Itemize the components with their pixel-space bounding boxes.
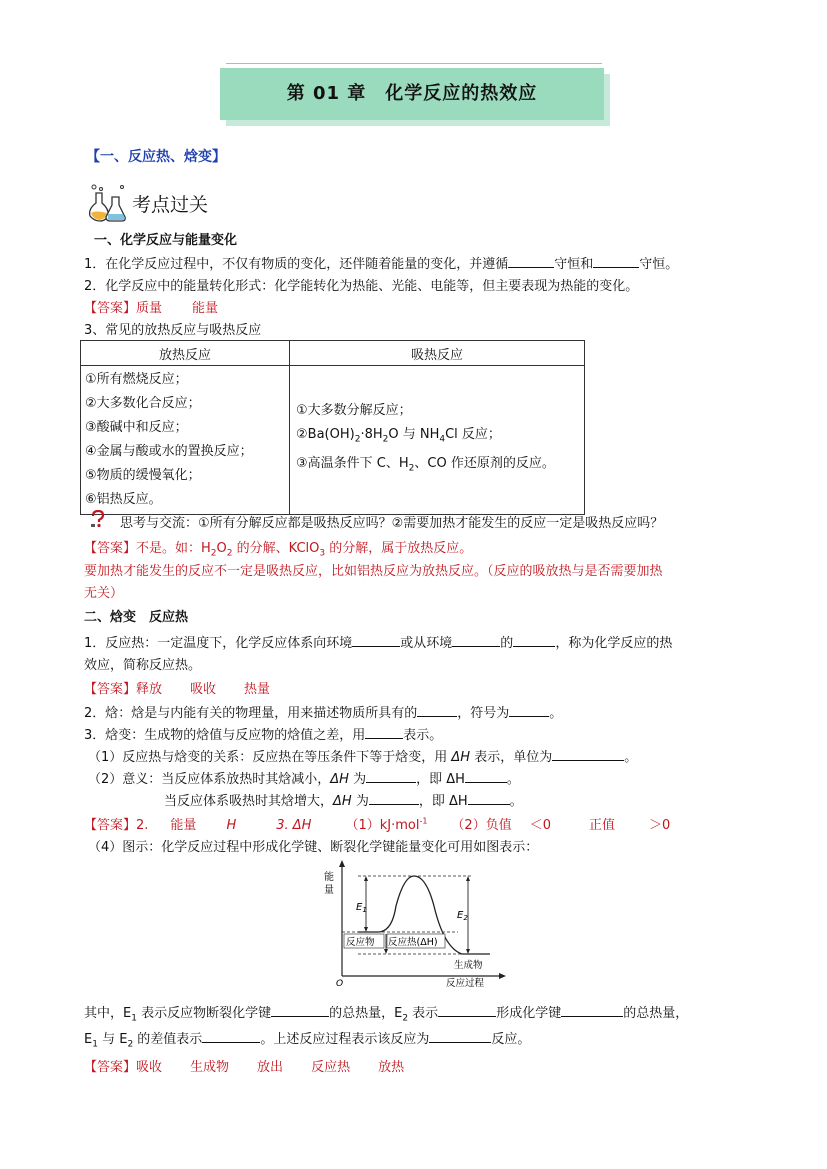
answer-4: 【答案】2. 能量 H 3. ΔH （1）kJ·mol$^{-1}$ （2）负值 ＜0 正值 ＞0 bbox=[84, 816, 671, 833]
think-question: 思考与交流：①所有分解反应都是吸热反应吗？②需要加热才能发生的反应一定是吸热反应吗？ bbox=[120, 516, 664, 531]
s2-q3-2a: （2）意义：当反应体系放热时其焓减小，ΔH 为 ，即 ΔH 。 bbox=[88, 772, 520, 787]
s2-q3: 3．焓变：生成物的焓值与反应物的焓值之差，用 表示。 bbox=[84, 728, 443, 743]
s2-q1-cont: 效应，简称反应热。 bbox=[84, 658, 202, 673]
svg-text:E1: $E_1$ bbox=[356, 902, 367, 914]
endo-list: ①大多数分解反应； $②Ba(OH)_2\cdot 8H_2O$ 与 $NH_4Cl$ 反应； ③高温条件下 C、$H_2$、CO 作还原剂的反应。 bbox=[290, 366, 585, 515]
product-label: 生成物 bbox=[454, 960, 483, 971]
svg-text:E2: $E_2$ bbox=[457, 910, 468, 922]
answer-2: 【答案】不是。如：$H_2O_2$ 的分解、KClO$_3$ 的分解，属于放热反应。 bbox=[84, 541, 473, 559]
answer-3: 【答案】释放 吸收 热量 bbox=[84, 682, 271, 697]
s2-q3-2b: 当反应体系吸热时其焓增大，ΔH 为 ，即 ΔH 。 bbox=[164, 794, 523, 809]
s2-q2: 2．焓：焓是与内能有关的物理量，用来描述物质所具有的 ，符号为 。 bbox=[84, 706, 563, 721]
answer-2-line3: 无关） bbox=[84, 586, 124, 601]
exo-list: ①所有燃烧反应； ②大多数化合反应； ③酸碱中和反应； ④金属与酸或水的置换反应； ⑤物质的缓慢氧化； ⑥铝热反应。 bbox=[81, 366, 290, 515]
answer-5: 【答案】吸收 生成物 放出 反应热 放热 bbox=[84, 1060, 405, 1075]
reactant-label: 反应物 bbox=[346, 937, 375, 948]
s2-q4: （4）图示：化学反应过程中形成化学键、断裂化学键能量变化可用如图表示： bbox=[88, 840, 539, 855]
e2-label: E bbox=[457, 910, 464, 921]
section-heading: 【一、反应热、焓变】 bbox=[86, 149, 226, 165]
answer-2-line2: 要加热才能发生的反应不一定是吸热反应，比如铝热反应为放热反应。（反应的吸放热与是否需要加热 bbox=[84, 564, 663, 579]
origin-label: O bbox=[336, 979, 344, 989]
answer-1: 【答案】质量 能量 bbox=[84, 301, 219, 316]
x-label: 反应过程 bbox=[446, 978, 485, 989]
flask-icon bbox=[86, 183, 128, 223]
part2-heading: 二、焓变 反应热 bbox=[84, 610, 189, 625]
q1: 1．在化学反应过程中，不仅有物质的变化，还伴随着能量的变化，并遵循 守恒和 守恒。 bbox=[84, 257, 679, 272]
reaction-table bbox=[80, 340, 585, 515]
energy-diagram bbox=[322, 858, 512, 990]
s2-q5a: 其中，$E_1$ 表示反应物断裂化学键 的总热量，$E_2$ 表示 形成化学键 的总热量， bbox=[84, 1006, 689, 1024]
kaodian-heading: 考点过关 bbox=[132, 194, 209, 216]
part1-heading: 一、化学反应与能量变化 bbox=[94, 233, 238, 248]
y-label-1: 能 bbox=[324, 872, 334, 883]
heat-label: 反应热(ΔH) bbox=[388, 937, 438, 948]
table-header-endo: 吸热反应 bbox=[290, 341, 585, 366]
q2: 2．化学反应中的能量转化形式：化学能转化为热能、光能、电能等，但主要表现为热能的变化。 bbox=[84, 279, 639, 294]
title-decor-line bbox=[226, 63, 602, 64]
y-label-2: 量 bbox=[324, 885, 334, 896]
page-title: 第 01 章 化学反应的热效应 bbox=[286, 83, 538, 104]
e1-label: E bbox=[356, 902, 363, 913]
question-mark-icon bbox=[90, 510, 106, 528]
table-header-exo: 放热反应 bbox=[81, 341, 290, 366]
s2-q1: 1．反应热：一定温度下，化学反应体系向环境 或从环境 的 ，称为化学反应的热 bbox=[84, 636, 673, 651]
s2-q3-1: （1）反应热与焓变的关系：反应热在等压条件下等于焓变，用 ΔH 表示，单位为 。 bbox=[88, 750, 638, 765]
s2-q5b: $E_1$ 与 $E_2$ 的差值表示 。上述反应过程表示该反应为 反应。 bbox=[84, 1032, 531, 1050]
q3: 3、常见的放热反应与吸热反应 bbox=[84, 323, 262, 338]
